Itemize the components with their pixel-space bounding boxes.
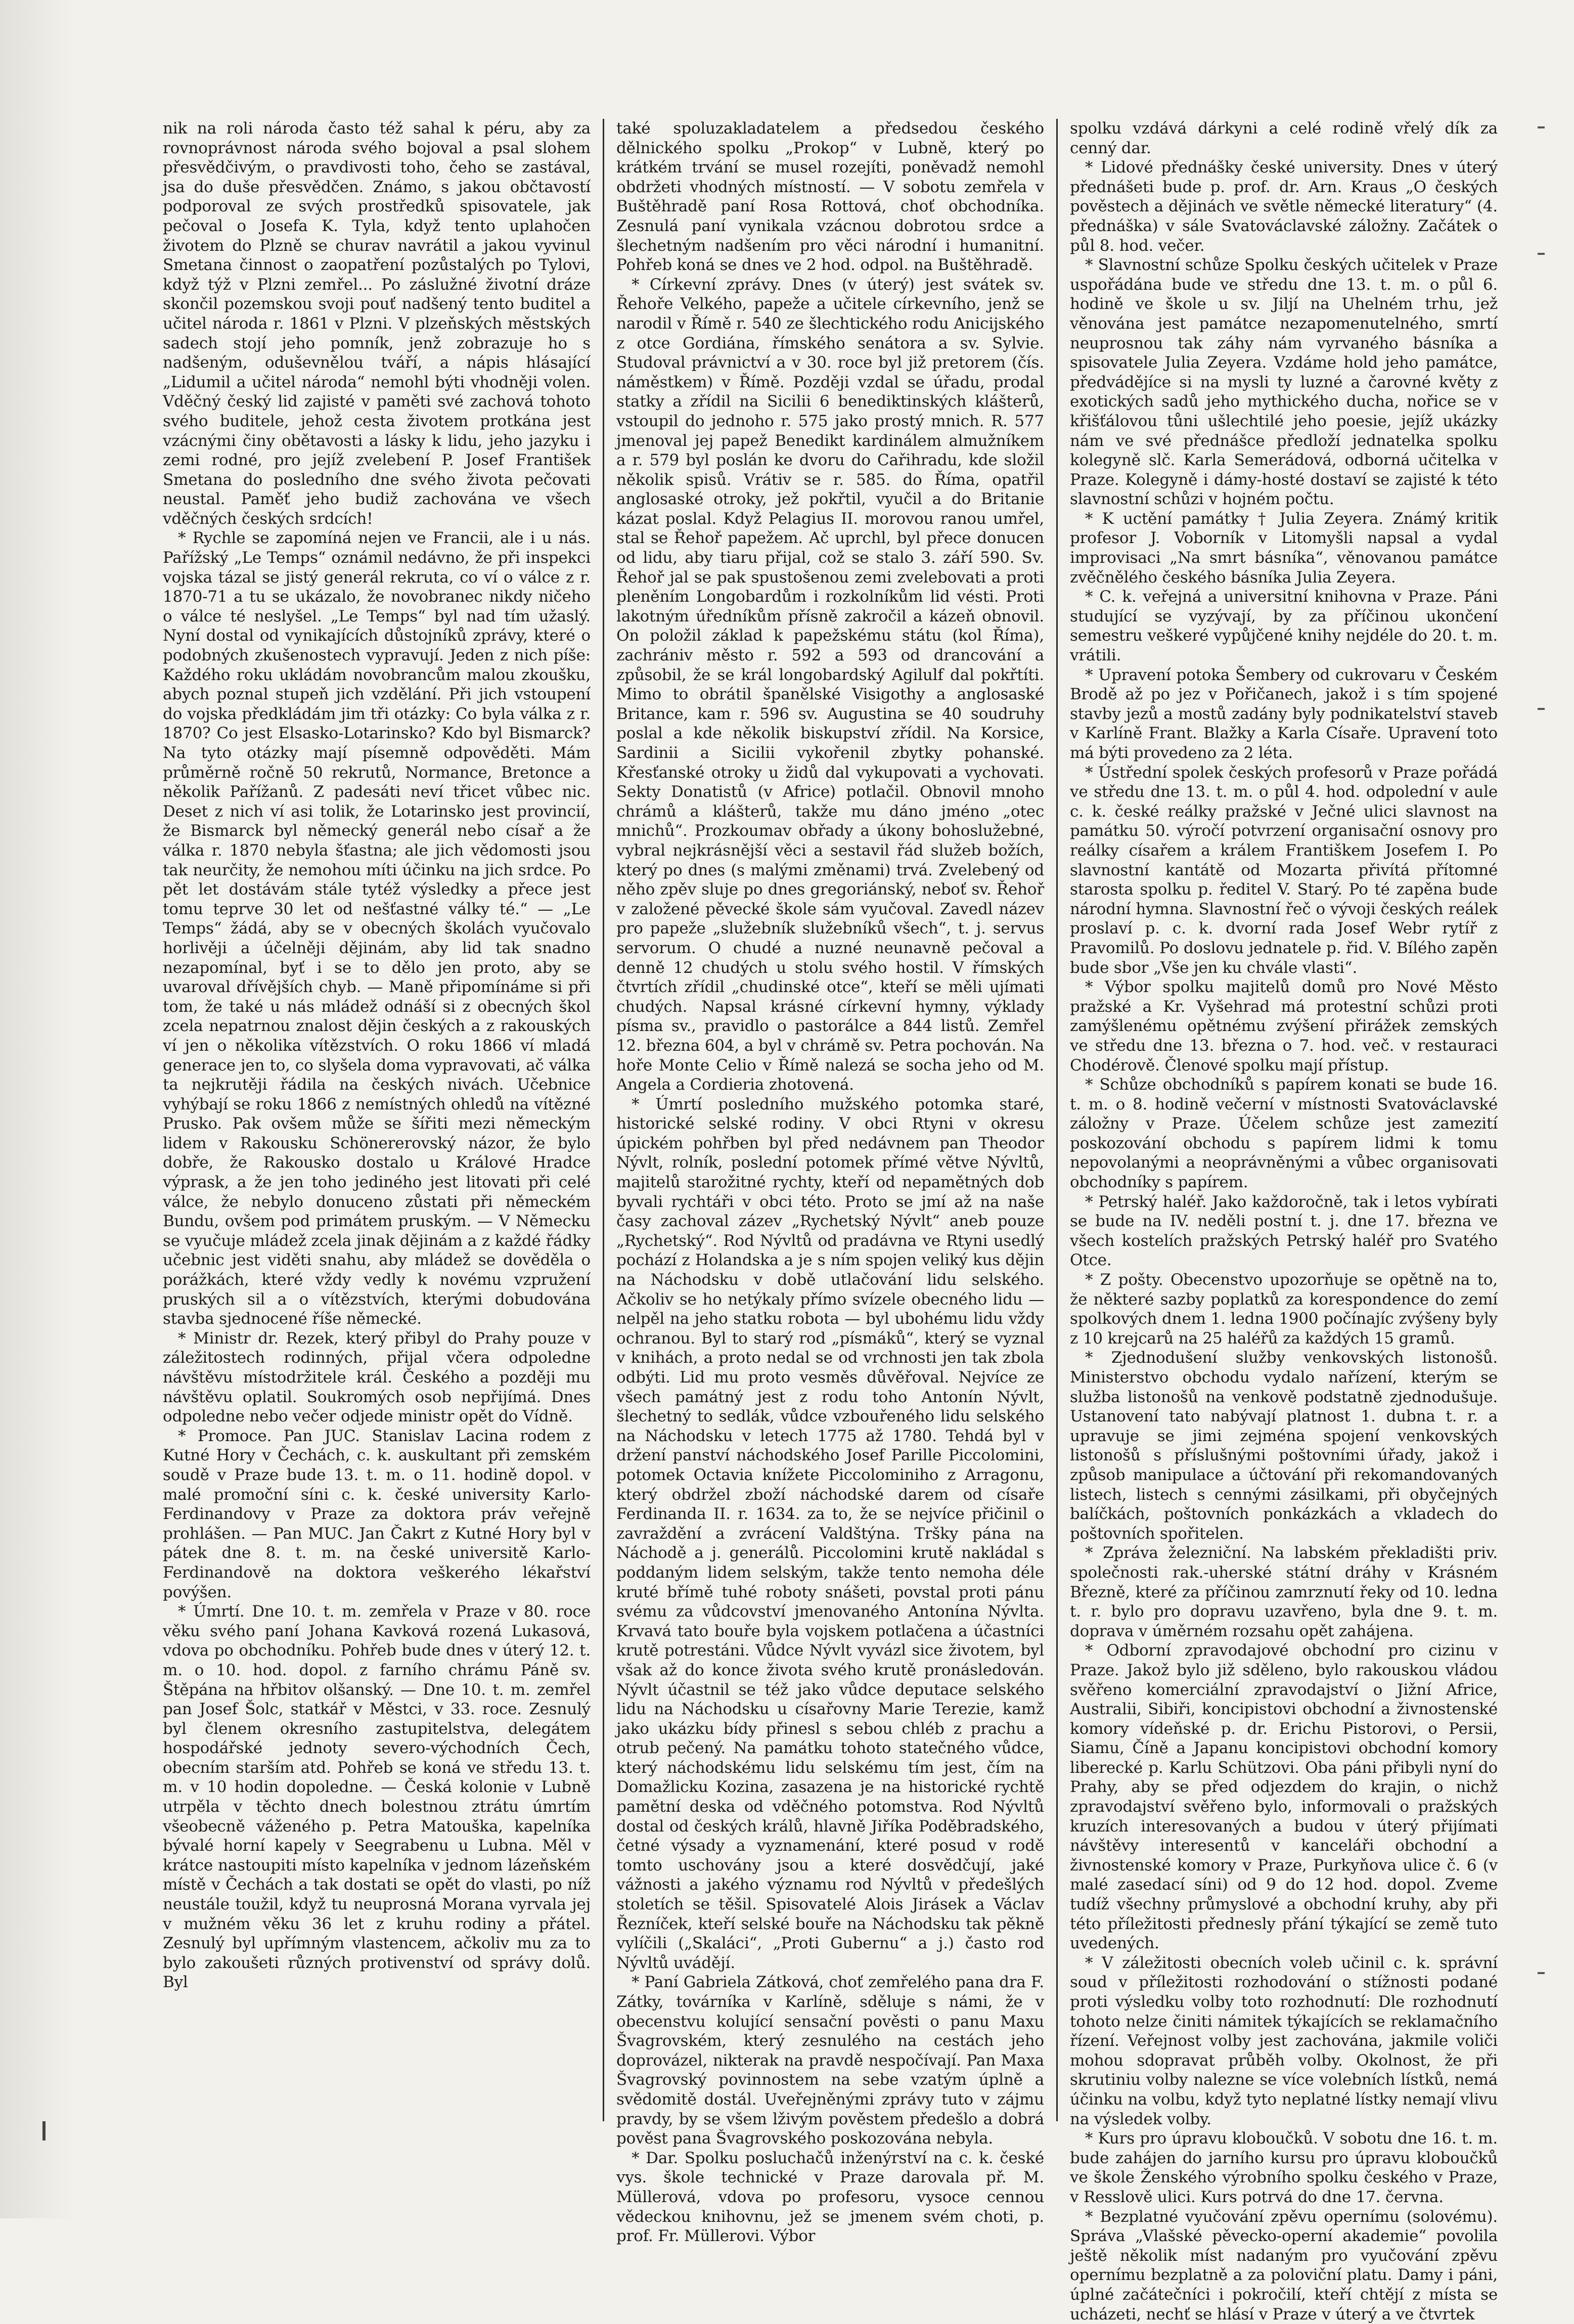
article-zpravodajove: * Odborní zpravodajové obchodní pro cizinu v Praze. Jakož bylo již sděleno, bylo rakouskou vládou svěřeno komerciální zpravodajství o Jižní Africe, Australii, Sibiři, koncipistovi obchodní a živnostenské komory vídeňské p. dr. Erichu Pistorovi, o Persii, Siamu, Číně a Japanu koncipistovi obchodní komory liberecké p. Karlu Schützovi. Oba páni přibyli nyní do Prahy, aby se před odjezdem do krajin, o nichž zpravodajství svěřeno bylo, informovali o pražských kruzích interesovaných a budou v úterý přijímati návštěvy interesentů v kanceláři obchodní a živnostenské komory v Praze, Purkyňova ulice č. 6 (v malé zasedací síni) od 9 do 12 hod. dopol. Zveme tudíž všechny průmyslové a obchodní kruhy, aby při této příležitosti přednesly přání týkající se země tuto uvedených. — [1070, 1641, 1498, 1953]
article-profesori: * Ústřední spolek českých profesorů v Praze pořádá ve středu dne 13. t. m. o půl 4. hod. odpolední v aule c. k. české reálky pražské v Ječné ulici slavnost na památku 50. výročí potvrzení organisační osnovy pro reálky císařem a králem Františkem Josefem I. Po slavnostní kantátě od Mozarta přivítá přítomné starosta spolku p. ředitel V. Starý. Po té zapěna bude národní hymna. Slavnostní řeč o vývoji českých reálek proslaví p. c. k. dvorní rada Josef Webr rytíř z Pravomilů. Po doslovu jednatele p. řid. V. Bílého zapěn bude sbor „Vše jen ku chvále vlasti“. — [1070, 763, 1498, 977]
article-zeleznice: * Zpráva železniční. Na labském překladišti priv. společnosti rak.-uherské státní dráhy v Krásném Březně, které za příčinou zamrznutí řeky od 10. ledna t. r. bylo pro dopravu uzavřeno, byla dne 9. t. m. doprava v úměrném rozsahu opět zahájena. — [1070, 1544, 1498, 1640]
article-zatkova: * Paní Gabriela Zátková, choť zemřelého pana dra F. Zátky, továrníka v Karlíně, sděluje s námi, že v obecenstvu kolující sensační pověsti o panu Maxu Švagrovském, který zesnulého na cestách jeho doprovázel, nikterak na pravdě nespočívají. Pan Maxa Švagrovský povinnostem na sebe vzatým úplně a svědomitě dostál. Uveřejněnými zprávy tuto v zájmu pravdy, by se všem lživým pověstem předešlo a dobrá pověst pana Švagrovského poskozována nebyla. — [616, 1973, 1044, 2148]
article-petrsky-haler: * Petrský haléř. Jako každoročně, tak i letos vybírati se bude na IV. neděli postní t. j. dne 17. března ve všech kostelích pražských Petrský haléř pro Svatého Otce. — [1070, 1192, 1498, 1270]
article-kurs-klobouku: * Kurs pro úpravu kloboučků. V sobotu dne 16. t. m. bude zahájen do jarního kursu pro úpravu kloboučků ve škole Ženského výrobního spolku českého v Praze, v Resslově ulici. Kurs potrvá do dne 17. června. — [1070, 2129, 1498, 2206]
left-column — [152, 119, 602, 2121]
article-knihovna: * C. k. veřejná a universitní knihovna v Praze. Páni studující se vyzývají, by za příčinou ukončení semestru veškeré vypůjčené knihy nejdéle do 20. t. m. vrátili. — [1070, 588, 1498, 665]
article-lubna-end: také spoluzakladatelem a předsedou českého dělnického spolku „Prokop“ v Lubně, který po krátkém trvání se musel rozejíti, poněvadž nemohl obdržeti vhodných místností. — V sobotu zemřela v Buštěhradě paní Rosa Rottová, choť obchodníka. Zesnulá paní vynikala vzácnou dobrotou srdce a šlechetným nadšením pro věci národní i humanitní. Pohřeb koná se dnes ve 2 hod. odpol. na Buštěhradě. — [616, 119, 1044, 275]
article-smetana-end: nik na roli národa často též sahal k péru, aby za rovnoprávnost národa svého bojoval a psal slohem přesvědčivým, o pravdivosti toho, čeho se zastával, jsa do duše přesvědčen. Známo, s jakou občtavostí podporoval ze svých prostředků spisovatele, jak pečoval o Josefa K. Tyla, když tento uplahočen životem do Plzně se churav navrátil a jakou vyvinul Smetana činnost o zaopatření pozůstalých po Tylovi, když týž v Plzni zemřel... Po záslužné životní dráze skončil pozemskou svoji pouť nadšený tento buditel a učitel národa r. 1861 v Plzni. V plzeňských městských sadech stojí jeho pomník, jenž zobrazuje ho s nadšeným, oduševnělou tváří, a nápis hlásající „Lidumil a učitel národa“ nemohl býti vhodněji volen. Vděčný český lid zajisté v paměti své zachová tohoto svého buditele, jehož cesta životem protkána jest vzácnými činy obětavosti a lásky k lidu, jeho jazyku i zemi rodné, pro jejíž zvelebení P. Josef František Smetana do posledního dne svého života pečovati neustal. Paměť jeho budiž zachována ve všech vděčných českých srdcích! — [163, 119, 591, 528]
middle-column — [605, 119, 1055, 2246]
article-listonosi: * Zjednodušení služby venkovských listonošů. Ministerstvo obchodu vydalo nařízení, kterým se služba listonošů na venkově podstatně zjednodušuje. Ustanovení tato nabývají platnost 1. dubna t. r. a upravuje se jimi zejména spojení venkovských listonošů s příslušnými poštovními úřady, jakož i způsob manipulace a účtování při rekomandovaných listech, listech s cennými zásilkami, při obyčejných balíčkách, poštovních ponkázkách a vkladech do poštovních spořitelen. — [1070, 1349, 1498, 1543]
article-z-posty: * Z pošty. Obecenstvo upozorňuje se opětně na to, že některé sazby poplatků za korespondence do zemí spolkových dnem 1. ledna 1900 počínajíc zvýšeny byly z 10 krejcarů na 25 haléřů za každých 15 gramů. — [1070, 1271, 1498, 1348]
article-nyvlt: * Úmrtí posledního mužského potomka staré, historické selské rodiny. V obci Rtyni v okresu úpickém pohřben byl před nedávnem pan Theodor Nývlt, rolník, poslední potomek přímé větve Nývltů, majitelů starožitné rychty, kteří od nepamětných dob byvali rychtáři v obci této. Proto se jmí až na naše časy zachoval zázev „Rychetský Nývlt“ aneb pouze „Rychetský“. Rod Nývltů od pradávna ve Rtyni usedlý pochází z Holandska a je s ním spojen veliký kus dějin na Náchodsku v době utlačování lidu selského. Ačkoliv se ho netýkaly přímo svízele obecného lidu — nelpěl na jeho statku robota — byl ubohému lidu vždy ochranou. Byl to starý rod „písmáků“, který se vyznal v knihách, a proto nedal se od vrchnosti jen tak zbola odbýti. Lid mu proto vesměs důvěřoval. Nejvíce ze všech památný jest z rodu toho Antonín Nývlt, šlechetný to sedlák, vůdce vzbouřeného lidu selského na Náchodsku v letech 1775 až 1780. Tehdá byl v držení panství náchodského Josef Parille Piccolomini, potomek Octavia knížete Piccolominiho z Arragonu, který obdržel zboží náchodské darem od císaře Ferdinanda II. r. 1634. za to, že se nejvíce přičinil o zavraždění a zvrácení Valdštýna. Tršky pána na Náchodě a j. generálů. Piccolomini krutě nakládal s poddaným lidem selským, takže tento nemoha déle kruté břímě tuhé roboty snášeti, povstal proti pánu svému za vůdcovství jmenovaného Antonína Nývlta. Krvavá tato bouře byla vojskem potlačena a účastníci krutě potrestáni. Vůdce Nývlt vyvázl sice životem, byl však až do konce života svého krutě pronásledován. Nývlt účastnil se též jako vůdce deputace selského lidu na Náchodsku u císařovny Marie Terezie, kamž jako ukázku bídy přinesl s sebou chléb z prachu a otrub pečený. Na památku tohoto statečného vůdce, který náchodskému lidu selskému tím jest, čím na Domažlicku Kozina, zasazena je na historické rychtě pamětní deska od vděčného potomstva. Rod Nývltů dostal od českých králů, hlavně Jiříka Poděbradského, četné výsady a vyznamenání, které posud v rodě tomto uschovány jsou a které dosvědčují, jaké vážnosti a jakého významu rod Nývltů v předešlých stoletích se těšil. Spisovatelé Alois Jirásek a Václav Řezníček, kteří selské bouře na Náchodsku tak pěkně vylíčili („Skaláci“, „Proti Gubernu“ a j.) často rod Nývltů uvádějí. — [616, 1095, 1044, 1972]
page-margin-shadow — [0, 0, 76, 2218]
article-papir: * Schůze obchodníků s papírem konati se bude 16. t. m. o 8. hodině večerní v místnosti Svatováclavské záložny v Praze. Účelem schůze jest zamezití poskozování obchodu s papírem lidmi k tomu nepovolanými a neoprávněnými a vůbec organisovati obchodníky s papírem. — [1070, 1076, 1498, 1192]
article-volby: * V záležitosti obecních voleb učinil c. k. správní soud v příležitosti rozhodování o stížnosti podané proti výsledku volby toto rozhodnutí: Dle rozhodnutí tohoto nelze činiti námitek týkajících se reklamačního řízení. Veřejnost volby jest zachována, jakmile voliči mohou sdopravat průběh volby. Okolnost, že při skrutiniu volby nalezne se více volebních lístků, nemá účinku na volbu, když tyto neplatné lístky nemají vlivu na výsledek volby. — [1070, 1953, 1498, 2128]
scan-edge-mark — [1538, 253, 1545, 255]
article-zeyer: * K uctění památky † Julia Zeyera. Známý kritik profesor J. Voborník v Litomyšli napsal a vydal improvisaci „Na smrt básníka“, věnovanou památce zvěčnělého českého básníka Julia Zeyera. — [1070, 509, 1498, 587]
article-minister-rezek: * Ministr dr. Rezek, který přibyl do Prahy pouze v záležitostech rodinných, přijal včera odpoledne návštěvu místodržitele král. Českého a později mu návštěvu oplatil. Soukromých osob nepřijímá. Dnes odpoledne nebo večer odjede ministr opět do Vídně. — [163, 1329, 591, 1426]
article-promoce: * Promoce. Pan JUC. Stanislav Lacina rodem z Kutné Hory v Čechách, c. k. auskultant při zemském soudě v Praze bude 13. t. m. o 11. hodině dopol. v malé promoční síni c. k. české university Karlo-Ferdinandovy v Praze za doktora práv veřejně prohlášen. — Pan MUC. Jan Čakrt z Kutné Hory byl v pátek dne 8. t. m. na české universitě Karlo-Ferdinandově na doktora veškerého lékařství povýšen. — [163, 1426, 591, 1601]
scan-edge-mark — [1538, 126, 1545, 128]
scan-edge-mark — [42, 2121, 46, 2140]
article-cirkevni-zpravy: * Církevní zprávy. Dnes (v úterý) jest svátek sv. Řehoře Velkého, papeže a učitele církevního, jenž se narodil v Římě r. 540 ze šlechtického rodu Anicijského z otce Gordiána, římského senátora a sv. Sylvie. Studoval právnictví a v 30. roce byl již pretorem (čís. náměstkem) v Římě. Později vzdal se úřadu, prodal statky a zřídil na Sicilii 6 benediktinských klášterů, vstoupil do jednoho r. 575 jako prostý mnich. R. 577 jmenoval jej papež Benedikt kardinálem almužníkem a r. 579 byl poslán ke dvoru do Cařihradu, kde složil několik spisů. Vrátiv se r. 585. do Říma, opatřil anglosaské otroky, jež pokřtil, vyučil a do Britanie kázat poslal. Když Pelagius II. morovou ranou umřel, stal se Řehoř papežem. Ač uprchl, byl přece donucen od lidu, aby tiaru přijal, což se stalo 3. září 590. Sv. Řehoř jal se pak spustošenou zemi zvelebovati a proti pleněním Longobardům i rozkolníkům lid vésti. Proti lakotným úředníkům přísně zakročil a kázeň obnovil. On položil základ k papežskému státu (kol Říma), zachrániv město r. 592 a 593 od drancování a způsobil, že se král longobardský Agilulf dal pokřtíti. Mimo to obrátil španělské Visigothy a anglosaské Britance, kam r. 596 sv. Augustina se 40 soudruhy poslal a kde několik biskupství zřídil. Na Korsice, Sardinii a Sicilii vykořenil zbytky pohanské. Křesťanské otroky u židů dal vykupovati a vychovati. Sekty Donatistů (v Africe) potlačil. Obnovil mnoho chrámů a klášterů, takže mu dáno jméno „otec mnichů“. Prozkoumav obřady a úkony bohoslužebné, vybral nejkrásnější věci a sestavil řád služeb božích, který po dnes (s malými změnami) trvá. Zvelebený od něho zpěv sluje po dnes gregoriánský, neboť sv. Řehoř v založené pěvecké škole sám vyučoval. Zavedl název pro papeže „služebník služebníků všech“, t. j. servus servorum. O chudé a nuzné neunavně pečoval a denně 12 chudých u stolu svého hostil. V římských čtvrtích zřídil „chudinské otce“, kteří se měli ujímati chudých. Napsal krásné církevní hymny, výklady písma sv., pravidlo o pastorálce a 844 listů. Zemřel 12. března 604, a byl v chrámě sv. Petra pochován. Na hoře Monte Celio v Římě nalezá se socha jeho od M. Angela a Cordieria zhotovená. — [616, 275, 1044, 1094]
article-le-temps: * Rychle se zapomíná nejen ve Francii, ale i u nás. Pařížský „Le Temps“ oznámil nedávno, že při inspekci vojska tázal se jistý generál rekruta, co ví o válce z r. 1870-71 a tu se ukázalo, že novobranec nikdy ničeho o válce té neslyšel. „Le Temps“ byl nad tím užaslý. Nyní dostal od vynikajících důstojníků zprávy, které o podobných zkušenostech vypravují. Jeden z nich píše: Každého roku ukládám novobrancům malou zkoušku, abych poznal stupeň jich vzdělání. Při jich vstoupení do vojska předkládám jim tři otázky: Co byla válka z r. 1870? Co jest Elsasko-Lotarinsko? Kdo byl Bismarck? Na tyto otázky mají písemně odpověděti. Mám průměrně ročně 50 rekrutů, Normance, Bretonce a několik Pařížanů. Z padesáti neví třicet vůbec nic. Deset z nich ví asi tolik, že Lotarinsko jest provincií, že Bismarck byl německý generál nebo císař a že válka r. 1870 nebyla šťastna; ale jich vědomosti jsou tak neurčity, že nemohou míti účinku na jich srdce. Po pět let dostávám stále tytéž výsledky a přece jest tomu teprve 30 let od nešťastné války té.“ — „Le Temps“ žádá, aby se v obecných školách vyučovalo horlivěji a účelněji dějinám, aby lid tak snadno nezapomínal, byť i se to dělo jen proto, aby se uvaroval dřívějších chyb. — Maně připomínáme si při tom, že také u nás mládež odnáší si z obecných škol zcela nepatrnou znalost dějin českých a z rakouských ví jen o několika vítězstvích. O roku 1866 ví mladá generace jen to, co slyšela doma vypravovati, ač válka ta nejkrutěji řádila na českých nivách. Učebnice vyhýbají se roku 1866 z nemístných ohledů na vítězné Prusko. Pak ovšem může se šířiti mezi německým lidem v Rakousku Schönererovský názor, že bylo dobře, že Rakousko dostalo u Králové Hradce výprask, a že jen toho jediného jest litovati při celé válce, že nebylo donuceno zůstati při německém Bundu, ovšem pod primátem pruským. — V Německu se vyučuje mládež zcela jinak dějinám a z každé řádky učebnic jest viděti snahu, aby mládež se dověděla o porážkách, které vždy vedly k novému vzpružení pruských sil a o vítězstvích, kterými dobudována stavba sjednocené říše německé. — [163, 529, 591, 1328]
text-columns — [152, 119, 1527, 2323]
article-sembera: * Upravení potoka Šembery od cukrovaru v Českém Brodě až po jez v Pořičanech, jakož i s tím spojené stavby jezů a mostů zadány byly podnikatelství staveb v Karlíně Frant. Blažky a Karla Císaře. Upravení toto má býti provedeno za 2 léta. — [1070, 665, 1498, 762]
article-dar-end: spolku vzdává dárkyni a celé rodině vřelý dík za cenný dar. — [1070, 119, 1498, 157]
column-divider — [603, 119, 604, 2121]
column-divider — [1056, 119, 1058, 2121]
scan-edge-mark — [1538, 1972, 1545, 1974]
article-umrti: * Úmrtí. Dne 10. t. m. zemřela v Praze v 80. roce věku svého paní Johana Kavková rozená Lukasová, vdova po obchodníku. Pohřeb bude dnes v úterý 12. t. m. o 10. hod. dopol. z farního chrámu Páně sv. Štěpána na hřbitov olšanský. — Dne 10. t. m. zemřel pan Josef Šolc, statkář v Městci, v 33. roce. Zesnulý byl členem okresního zastupitelstva, delegátem hospodářské jednoty severo-východních Čech, obecním starším atd. Pohřeb se koná ve středu 13. t. m. v 10 hodin dopoledne. — Česká kolonie v Lubně utrpěla v těchto dnech bolestnou ztrátu úmrtím všeobecně váženého p. Petra Matouška, kapelníka bývalé horní kapely v Seegrabenu u Lubna. Měl v krátce nastoupiti místo kapelníka v jednom lázeňském místě v Čechách a tak dostati se opět do vlasti, po níž neustále toužil, když tu neuprosná Morana vyrvala jej v mužném věku 36 let z kruhu rodiny a přátel. Zesnulý byl upřímným vlastencem, ačkoliv mu za to bylo zakoušeti různých protivenství od správy dolů. Byl — [163, 1602, 591, 1992]
article-zpev: * Bezplatné vyučování zpěvu opernímu (solovému). Správa „Vlašské pěvecko-operní akademie“ povolila ještě několik míst nadaným pro vyučování zpěvu opernímu bezplatně a za poloviční platu. Damy i páni, úplné začátečníci i pokročilí, kteří chtějí z místa se ucházeti, nechť se hlásí v Praze v úterý a ve čtvrtek — [1070, 2207, 1498, 2323]
article-lidove-prednasky: * Lidové přednášky české university. Dnes v úterý přednášeti bude p. prof. dr. Arn. Kraus „O českých pověstech a dějinách ve světle německé literatury“ (4. přednáška) v sále Svatováclavské záložny. Začátek o půl 8. hod. večer. — [1070, 158, 1498, 255]
scan-edge-mark — [1538, 708, 1545, 710]
article-spolek-ucitelek: * Slavnostní schůze Spolku českých učitelek v Praze uspořádána bude ve středu dne 13. t. m. o půl 6. hodině ve škole u sv. Jiljí na Uhelném trhu, jež věnována jest památce nezapomenutelného, smrtí neuprosnou tak záhy nám vyrvaného básníka a spisovatele Julia Zeyera. Vzdáme hold jeho památce, předvádějíce si na mysli ty luzné a čarovné květy z exotických sadů jeho mythického ducha, nořice se v křišťálovou tůni ušlechtilé jeho poesie, jejíž ukázky nám ve své přednášce předloží jednatelka spolku kolegyně slč. Karla Semerádová, odborná učitelka v Praze. Kolegyně i dámy-hosté dostaví se zajisté k této slavnostní schůzi v hojném počtu. — [1070, 256, 1498, 509]
article-dar: * Dar. Spolku posluchačů inženýrství na c. k. české vys. škole technické v Praze darovala př. M. Müllerová, vdova po profesoru, vysoce cennou vědeckou knihovnu, jež se jmenem svém choti, p. prof. Fr. Müllerovi. Výbor — [616, 2149, 1044, 2246]
article-majitele-domu: * Výbor spolku majitelů domů pro Nové Město pražské a Kr. Vyšehrad má protestní schůzi proti zamýšlenému opětnému zvýšení přirážek zemských ve středu dne 13. března o 7. hod. več. v restauraci Chodérově. Členové spolku mají přístup. — [1070, 978, 1498, 1075]
right-column — [1059, 119, 1509, 2323]
